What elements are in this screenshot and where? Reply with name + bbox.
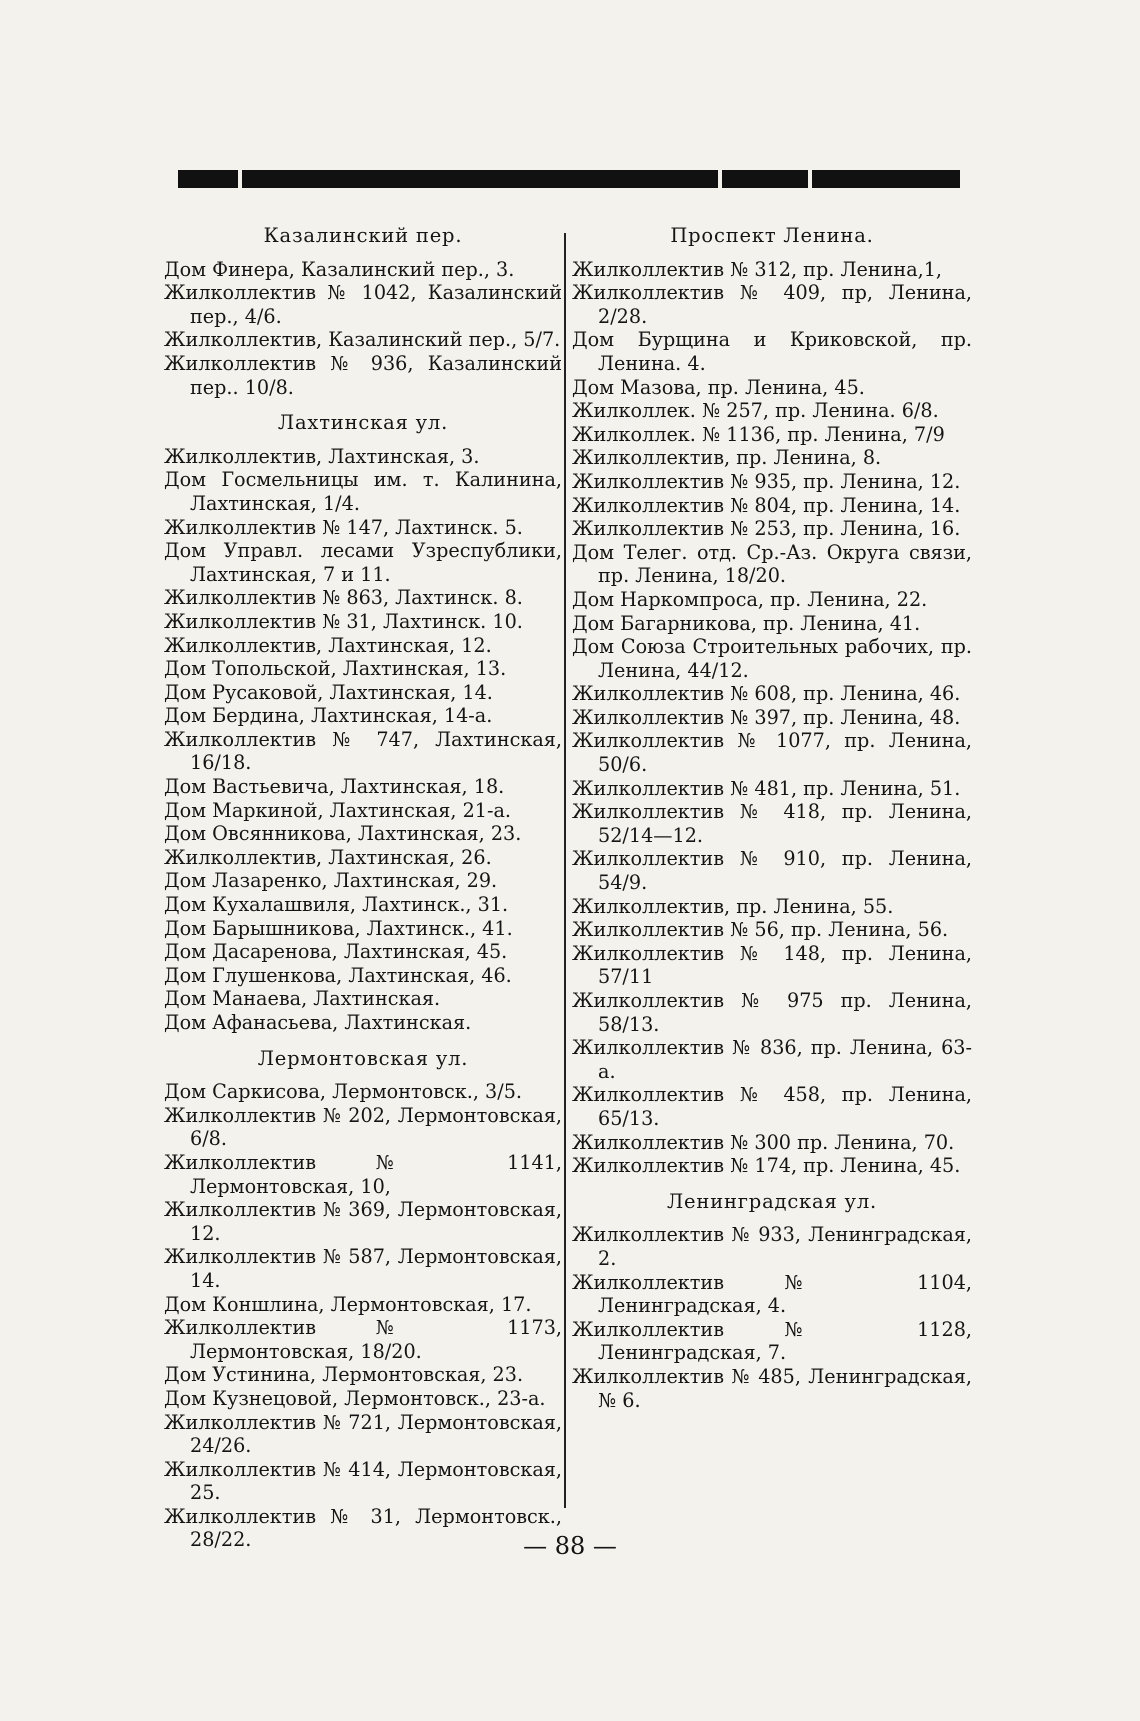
directory-entry: Дом Дасаренова, Лахтинская, 45. bbox=[164, 940, 508, 964]
directory-entry: Дом Союза Строительных рабочих, пр. Ленина, 44/12. bbox=[572, 635, 972, 682]
directory-entry: Жилколлектив № 1173, Лермонтовская, 18/20. bbox=[164, 1316, 562, 1363]
directory-entry: Дом Бердина, Лахтинская, 14-а. bbox=[164, 704, 493, 728]
directory-entry: Дом Глушенкова, Лахтинская, 46. bbox=[164, 963, 512, 987]
directory-entry: Дом Кузнецовой, Лермонтовск., 23-а. bbox=[164, 1386, 546, 1410]
directory-entry: Жилколлектив, пр. Ленина, 8. bbox=[572, 446, 882, 470]
directory-entry: Жилколлектив № 933, Ленинградская, 2. bbox=[572, 1223, 972, 1270]
directory-entry: Жилколлектив № 253, пр. Ленина, 16. bbox=[572, 517, 961, 541]
directory-entry: Жилколлектив № 1104, Ленинградская, 4. bbox=[572, 1270, 972, 1318]
left-column bbox=[164, 224, 562, 1552]
section-title: Проспект Ленина. bbox=[670, 224, 874, 247]
directory-entry: Жилколлектив № 300 пр. Ленина, 70. bbox=[572, 1130, 955, 1154]
top-decorative-rule bbox=[178, 170, 960, 188]
directory-entry: Жилколлектив № 836, пр. Ленина, 63-а. bbox=[572, 1036, 972, 1083]
directory-entry: Жилколлектив № 458, пр. Ленина, 65/13. bbox=[572, 1083, 972, 1130]
directory-entry: Жилколлектив № 1128, Ленинградская, 7. bbox=[572, 1317, 972, 1365]
directory-entry: Жилколлектив № 397, пр. Ленина, 48. bbox=[572, 705, 961, 729]
directory-entry: Жилколлектив № 935, пр. Ленина, 12. bbox=[572, 469, 961, 493]
page-number: — 88 — bbox=[523, 1532, 617, 1560]
directory-entry: Жилколлектив № 608, пр. Ленина, 46. bbox=[572, 682, 961, 706]
directory-entry: Дом Наркомпроса, пр. Ленина, 22. bbox=[572, 587, 928, 611]
directory-entry: Дом Кухалашвиля, Лахтинск., 31. bbox=[164, 893, 509, 917]
directory-entry: Жилколлектив № 56, пр. Ленина, 56. bbox=[572, 918, 949, 942]
directory-entry: Жилколлектив № 312, пр. Ленина,1, bbox=[572, 257, 943, 281]
directory-entry: Жилколлек. № 1136, пр. Ленина, 7/9 bbox=[572, 422, 945, 446]
directory-entry: Дом Финера, Казалинский пер., 3. bbox=[164, 257, 515, 281]
directory-entry: Дом Бурщина и Криковской, пр. Ленина. 4. bbox=[572, 328, 972, 375]
directory-entry: Жилколлектив № 147, Лахтинск. 5. bbox=[164, 515, 523, 539]
directory-entry: Дом Госмельницы им. т. Калинина, Лахтинская, 1/4. bbox=[164, 468, 562, 515]
directory-entry: Жилколлектив № 747, Лахтинская, 16/18. bbox=[164, 727, 562, 775]
directory-entry: Жилколлектив № 31, Лермонтовск., 28/22. bbox=[164, 1504, 562, 1552]
directory-entry: Дом Русаковой, Лахтинская, 14. bbox=[164, 680, 493, 704]
right-column bbox=[572, 224, 972, 1412]
directory-entry: Жилколлектив № 863, Лахтинск. 8. bbox=[164, 586, 523, 610]
directory-entry: Дом Багарникова, пр. Ленина, 41. bbox=[572, 611, 921, 635]
directory-entry: Дом Управл. лесами Узреспублики, Лахтинская, 7 и 11. bbox=[164, 539, 562, 586]
directory-entry: Жилколлектив, Лахтинская, 12. bbox=[164, 633, 492, 657]
directory-entry: Жилколлектив № 418, пр. Ленина, 52/14—12. bbox=[572, 800, 972, 847]
directory-entry: Жилколлектив № 481, пр. Ленина, 51. bbox=[572, 776, 961, 800]
directory-entry: Жилколлектив, пр. Ленина, 55. bbox=[572, 894, 894, 918]
directory-entry: Дом Барышникова, Лахтинск., 41. bbox=[164, 916, 513, 940]
directory-entry: Жилколлектив, Лахтинская, 26. bbox=[164, 845, 492, 869]
directory-entry: Дом Коншлина, Лермонтовская, 17. bbox=[164, 1292, 532, 1316]
directory-entry: Дом Топольской, Лахтинская, 13. bbox=[164, 657, 507, 681]
directory-entry: Дом Мазова, пр. Ленина, 45. bbox=[572, 375, 865, 399]
directory-entry: Жилколлектив № 414, Лермонтовская, 25. bbox=[164, 1457, 562, 1505]
directory-entry: Жилколлектив № 975 пр. Ленина, 58/13. bbox=[572, 989, 972, 1036]
directory-entry: Жилколлектив № 1141, Лермонтовская, 10, bbox=[164, 1150, 562, 1198]
directory-entry: Жилколлектив № 1042, Казалинский пер., 4/6. bbox=[164, 281, 562, 328]
directory-entry: Жилколлектив № 148, пр. Ленина, 57/11 bbox=[572, 941, 972, 989]
directory-entry: Жилколлектив № 409, пр, Ленина, 2/28. bbox=[572, 281, 972, 328]
directory-entry: Дом Саркисова, Лермонтовск., 3/5. bbox=[164, 1080, 522, 1104]
directory-entry: Дом Маркиной, Лахтинская, 21-а. bbox=[164, 798, 512, 822]
directory-entry: Жилколлектив № 936, Казалинский пер.. 10/8. bbox=[164, 351, 562, 399]
column-divider bbox=[564, 233, 566, 1508]
section-title: Лахтинская ул. bbox=[277, 411, 449, 435]
directory-entry: Жилколлектив № 31, Лахтинск. 10. bbox=[164, 609, 523, 633]
directory-entry: Жилколлектив, Лахтинская, 3. bbox=[164, 444, 480, 468]
directory-entry: Жилколлектив № 804, пр. Ленина, 14. bbox=[572, 493, 961, 517]
directory-entry: Жилколлектив № 202, Лермонтовская, 6/8. bbox=[164, 1103, 562, 1151]
directory-entry: Жилколлектив № 174, пр. Ленина, 45. bbox=[572, 1154, 961, 1178]
section-title: Ленинградская ул. bbox=[666, 1189, 878, 1213]
directory-entry: Жилколлектив, Казалинский пер., 5/7. bbox=[164, 328, 561, 352]
directory-entry: Дом Вастьевича, Лахтинская, 18. bbox=[164, 775, 505, 799]
directory-entry: Жилколлектив № 369, Лермонтовская, 12. bbox=[164, 1198, 562, 1245]
directory-entry: Дом Афанасьева, Лахтинская. bbox=[164, 1011, 472, 1034]
directory-entry: Жилколлек. № 257, пр. Ленина. 6/8. bbox=[572, 399, 939, 423]
section-title: Лермонтовская ул. bbox=[257, 1046, 469, 1070]
directory-entry: Дом Лазаренко, Лахтинская, 29. bbox=[164, 869, 498, 893]
directory-entry: Дом Устинина, Лермонтовская, 23. bbox=[164, 1363, 524, 1387]
directory-entry: Жилколлектив № 910, пр. Ленина, 54/9. bbox=[572, 847, 972, 895]
section-title: Казалинский пер. bbox=[263, 224, 463, 247]
directory-entry: Жилколлектив № 485, Ленинградская, № 6. bbox=[572, 1364, 972, 1412]
directory-entry: Жилколлектив № 721, Лермонтовская, 24/26. bbox=[164, 1410, 562, 1458]
directory-entry: Жилколлектив № 1077, пр. Ленина, 50/6. bbox=[572, 729, 972, 777]
directory-entry: Дом Манаева, Лахтинская. bbox=[164, 987, 441, 1011]
directory-entry: Жилколлектив № 587, Лермонтовская, 14. bbox=[164, 1245, 562, 1292]
directory-entry: Дом Овсянникова, Лахтинская, 23. bbox=[164, 822, 522, 846]
directory-entry: Дом Телег. отд. Ср.-Аз. Округа связи, пр. Ленина, 18/20. bbox=[572, 540, 972, 588]
